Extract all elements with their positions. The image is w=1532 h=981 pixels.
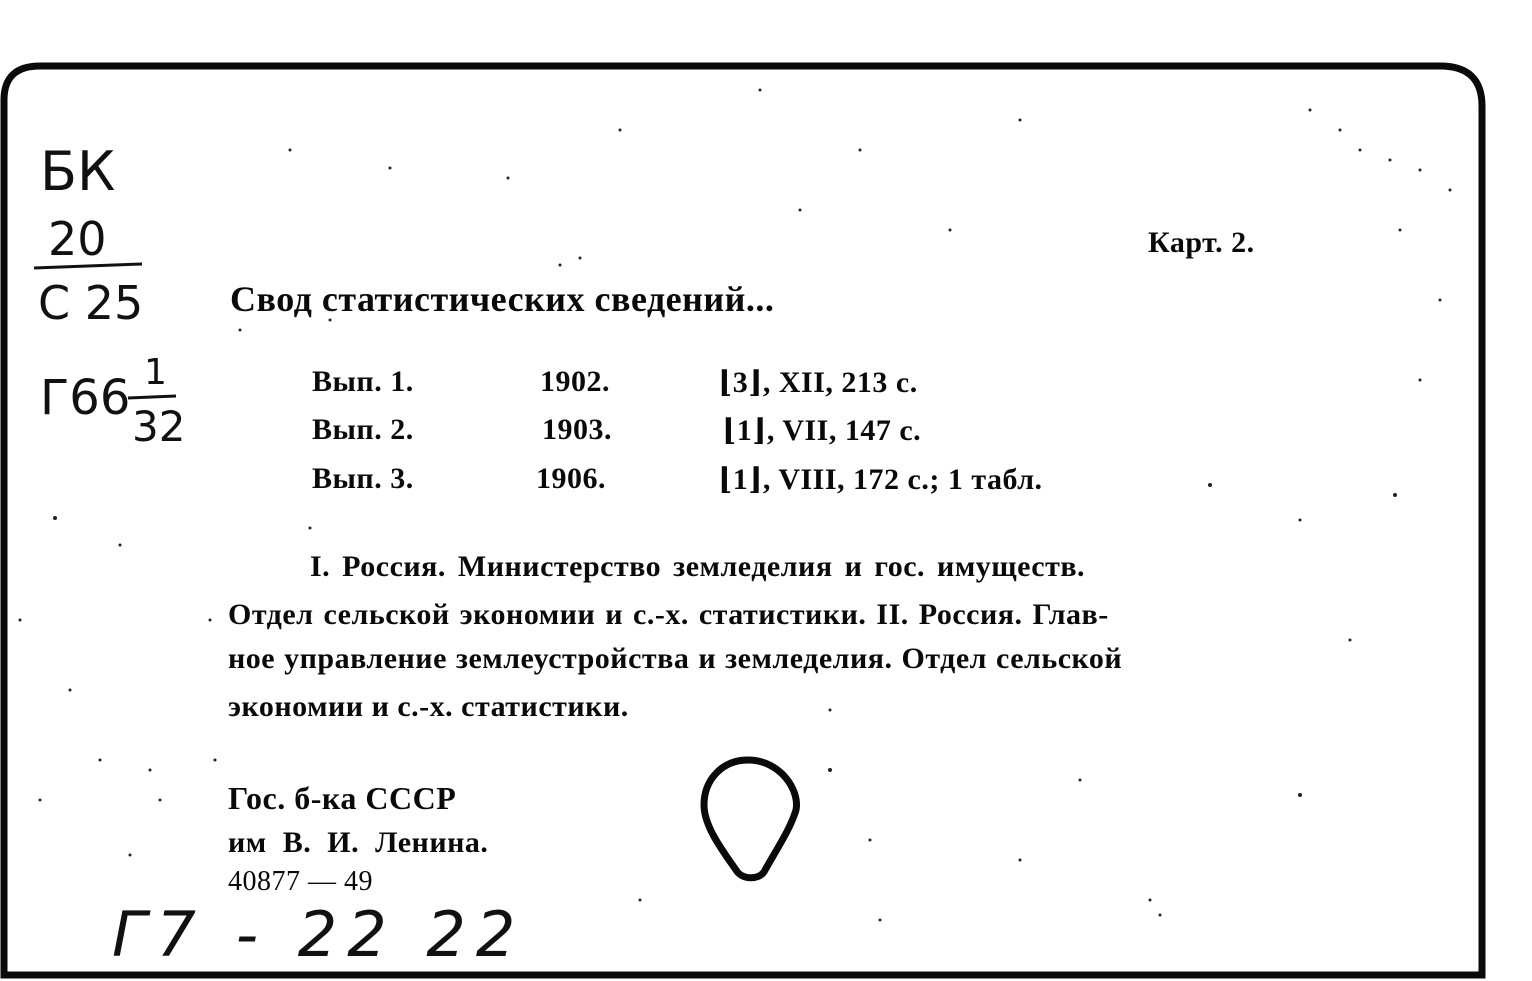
issue-details: ⌊1⌋, VII, 147 с.: [722, 414, 922, 447]
issue-year: 1906.: [536, 462, 606, 495]
card-number: Карт. 2.: [1148, 226, 1255, 259]
issue-label: Вып. 1.: [312, 365, 414, 398]
issue-year: 1903.: [542, 413, 612, 446]
handwritten-fraction-denominator: С 25: [38, 276, 144, 330]
subject-line: ное управление землеустройства и земледелия. Отдел сельской: [228, 642, 1123, 675]
handwritten-bottom-code: Г7 - 22 22: [112, 898, 526, 971]
shelf-fraction-bar: [128, 396, 176, 398]
imprint-line: Гос. б-ка СССР: [228, 780, 457, 816]
handwritten-fraction-numerator: 20: [48, 212, 107, 266]
handwritten-shelf-denominator: 32: [132, 402, 186, 451]
handwritten-shelf-prefix: Г66: [40, 370, 131, 426]
handwritten-shelf-numerator: 1: [144, 352, 167, 393]
card-title: Свод статистических сведений...: [230, 279, 775, 319]
issue-details: ⌊1⌋, VIII, 172 с.; 1 табл.: [718, 463, 1043, 496]
imprint-line: им В. И. Ленина.: [228, 826, 489, 859]
issue-year: 1902.: [540, 365, 610, 398]
issue-details: ⌊3⌋, XII, 213 с.: [718, 366, 918, 399]
subject-line: Отдел сельской экономии и с.-х. статистики. II. Россия. Глав-: [228, 598, 1109, 631]
library-stamp-oval: [704, 760, 797, 878]
handwritten-bk: БК: [40, 140, 116, 203]
subject-line: I. Россия. Министерство земледелия и гос. имуществ.: [310, 550, 1086, 583]
issue-label: Вып. 3.: [312, 462, 414, 495]
imprint-line: 40877 — 49: [228, 866, 373, 897]
subject-line: экономии и с.-х. статистики.: [228, 690, 629, 723]
issue-label: Вып. 2.: [312, 413, 414, 446]
